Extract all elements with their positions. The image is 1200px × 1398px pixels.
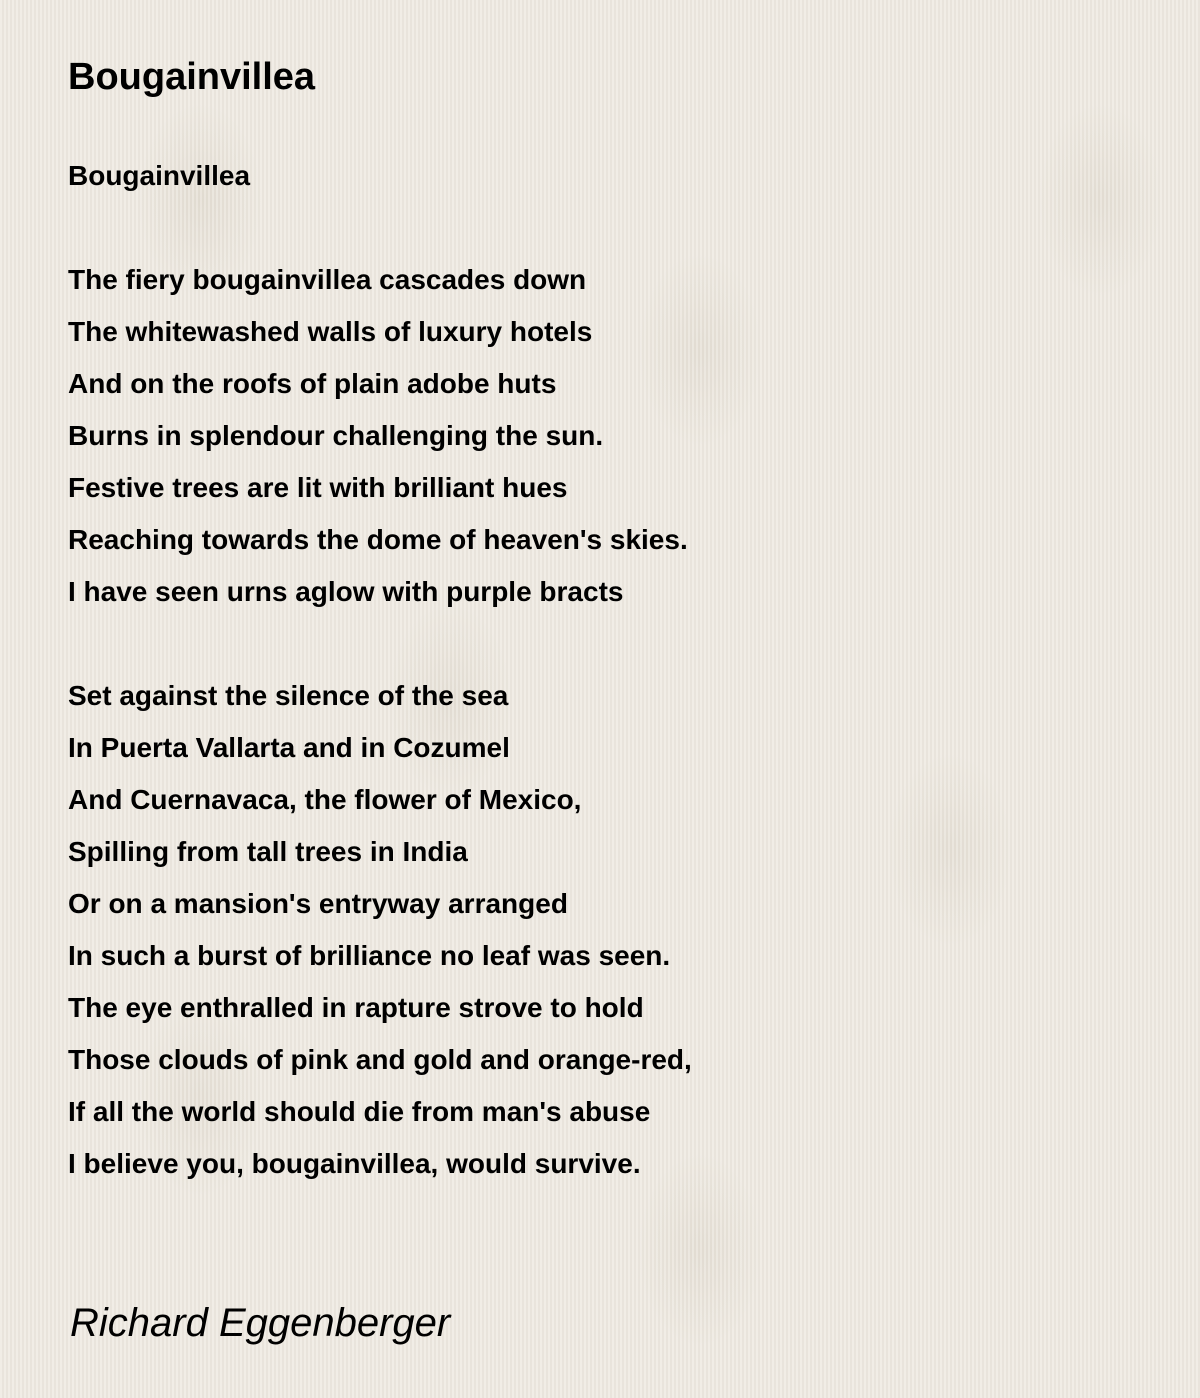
poem-line: Those clouds of pink and gold and orange-red, (68, 1044, 692, 1075)
poem-line: Spilling from tall trees in India (68, 836, 468, 867)
poem-line: If all the world should die from man's abuse (68, 1096, 651, 1127)
poem-line: Or on a mansion's entryway arranged (68, 888, 568, 919)
poem-line: I have seen urns aglow with purple bracts (68, 576, 624, 607)
poem-line-blank (68, 202, 692, 254)
poem-line: The eye enthralled in rapture strove to hold (68, 992, 644, 1023)
poem-line: Set against the silence of the sea (68, 680, 509, 711)
poem-line: Reaching towards the dome of heaven's skies. (68, 524, 688, 555)
poem-title: Bougainvillea (68, 56, 316, 98)
poem-line: In Puerta Vallarta and in Cozumel (68, 732, 510, 763)
poem-line: In such a burst of brilliance no leaf was seen. (68, 940, 671, 971)
poem-line: The whitewashed walls of luxury hotels (68, 316, 593, 347)
poem-line: And Cuernavaca, the flower of Mexico, (68, 784, 582, 815)
poem-line: Festive trees are lit with brilliant hues (68, 472, 568, 503)
poem-body (68, 150, 692, 1190)
poem-line: Bougainvillea (68, 160, 251, 191)
poem-line: And on the roofs of plain adobe huts (68, 368, 557, 399)
poem-line: I believe you, bougainvillea, would survive. (68, 1148, 641, 1179)
poem-line-blank (68, 618, 692, 670)
poem-author: Richard Eggenberger (70, 1301, 451, 1345)
poem-line: The fiery bougainvillea cascades down (68, 264, 587, 295)
poem-line: Burns in splendour challenging the sun. (68, 420, 604, 451)
